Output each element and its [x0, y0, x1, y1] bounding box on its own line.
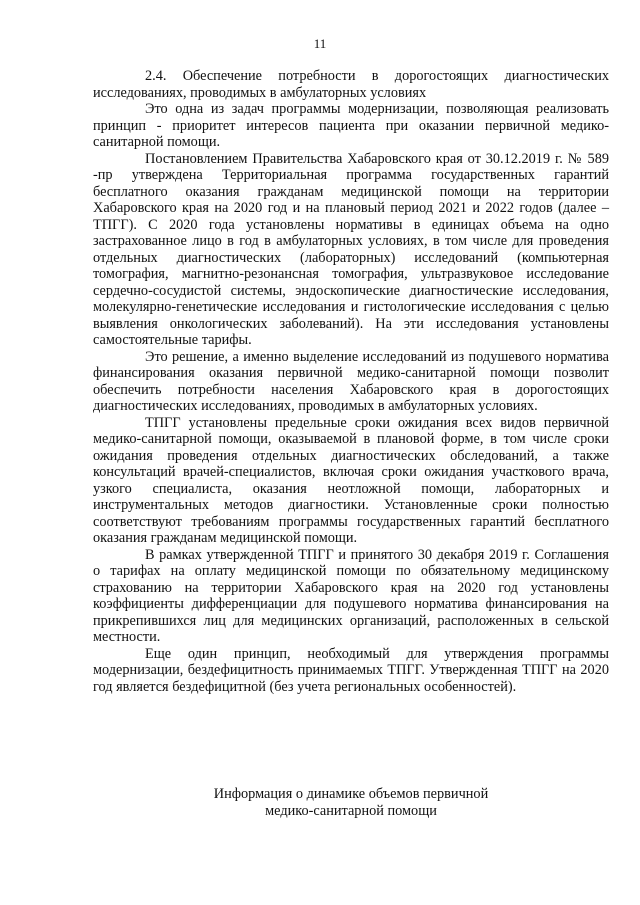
page-number: 11 [313, 36, 327, 51]
paragraph: В рамках утвержденной ТПГГ и принятого 30 декабря 2019 г. Соглашения о тарифах на оплату медицинской помощи по обязательному медицинскому страхованию на территории Хабаровского края на 2020 год установлены коэффициенты дифференциации для подушевого норматива финансирования на прикрепившихся лиц для медицинских организаций, расположенных в сельской местности. [93, 546, 609, 645]
paragraph: Еще один принцип, необходимый для утверждения программы модернизации, бездефицитность принимаемых ТПГГ. Утвержденная ТПГГ на 2020 год является бездефицитной (без учета региональных особенностей). [93, 645, 609, 695]
paragraph: Это решение, а именно выделение исследований из подушевого норматива финансирования оказания первичной медико-санитарной помощи позволит обеспечить потребности населения Хабаровского края в дорогостоящих диагностических исследованиях, проводимых в амбулаторных условиях. [93, 348, 609, 414]
paragraph-heading: 2.4. Обеспечение потребности в дорогостоящих диагностических исследованиях, проводимых в амбулаторных условиях [93, 68, 609, 101]
paragraph: Постановлением Правительства Хабаровского края от 30.12.2019 г. № 589 -пр утверждена Территориальная программа государственных гарантий бесплатного оказания гражданам медицинской помощи на территории Хабаровского края на 2020 год и на плановый период 2021 и 2022 годов (далее – ТПГГ). С 2020 года установлены нормативы в единицах объема на одно застрахованное лицо в год в амбулаторных условиях, в том числе для проведения отдельных диагностических (лабораторных) исследований (компьютерная томография, магнитно-резонансная томография, ультразвуковое исследование сердечно-сосудистой системы, эндоскопические диагностические исследования, молекулярно-генетические исследования и гистологические исследования с целью выявления онкологических заболеваний). На эти исследования установлены самостоятельные тарифы. [93, 150, 609, 348]
section-title [93, 786, 609, 819]
section-title-line: Информация о динамике объемов первичной [213, 786, 489, 802]
paragraph: ТПГГ установлены предельные сроки ожидания всех видов первичной медико-санитарной помощи, оказываемой в плановой форме, в том числе сроки ожидания проведения отдельных диагностических обследований, а также консультаций врачей-специалистов, включая сроки ожидания участкового врача, узкого специалиста, оказания неотложной помощи, лабораторных и инструментальных методов диагностики. Установленные сроки полностью соответствуют требованиям программы государственных гарантий бесплатного оказания гражданам медицинской помощи. [93, 414, 609, 546]
paragraph: Это одна из задач программы модернизации, позволяющая реализовать принцип - приоритет интересов пациента при оказании первичной медико-санитарной помощи. [93, 101, 609, 150]
section-title-line: медико-санитарной помощи [265, 802, 437, 819]
document-body [93, 68, 609, 695]
